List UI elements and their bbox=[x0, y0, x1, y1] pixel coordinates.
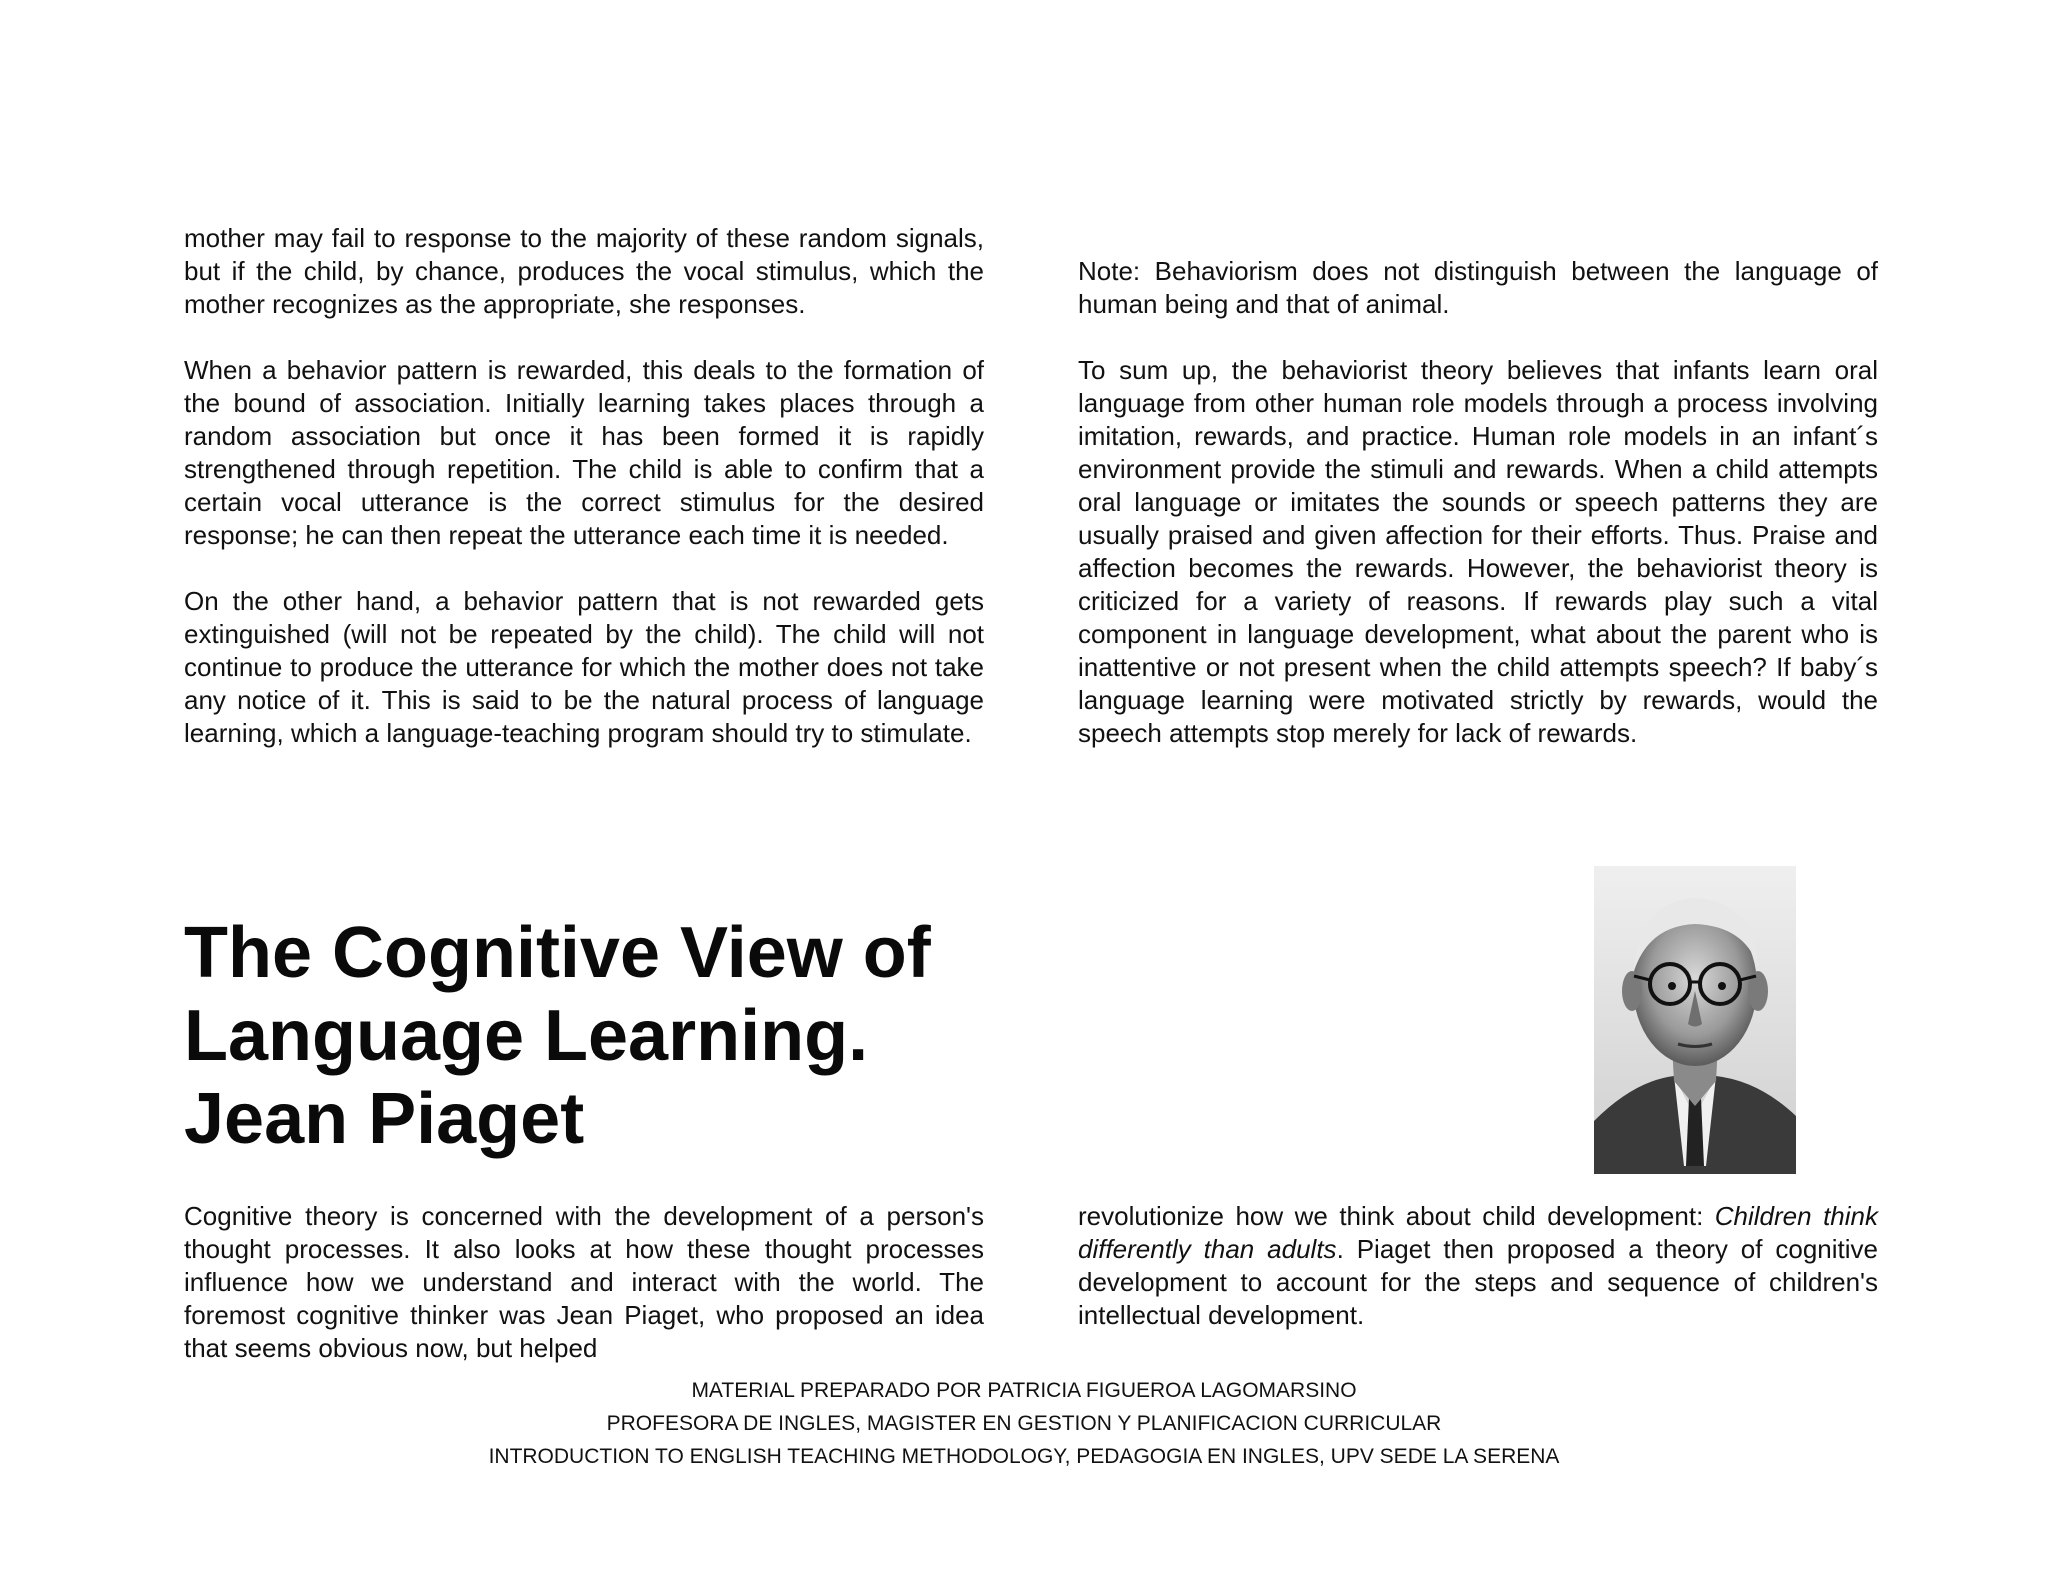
footer-line: INTRODUCTION TO ENGLISH TEACHING METHODOLOGY, PEDAGOGIA EN INGLES, UPV SEDE LA SERENA bbox=[488, 1445, 1560, 1468]
heading-line: Language Learning. bbox=[184, 996, 869, 1076]
paragraph: When a behavior pattern is rewarded, this deals to the formation of the bound of association. Initially learning takes places through a random association but once it has been formed it is rapidly strengthened through repetition. The child is able to confirm that a certain vocal utterance is the correct stimulus for the desired response; he can then repeat the utterance each time it is needed. bbox=[184, 355, 984, 550]
emphasis-text: Children think differently than adults bbox=[1078, 1201, 1878, 1264]
note-paragraph: Note: Behaviorism does not distinguish between the language of human being and that of animal. bbox=[1078, 256, 1878, 319]
left-column-bottom bbox=[184, 1200, 984, 1365]
paragraph: On the other hand, a behavior pattern that is not rewarded gets extinguished (will not be repeated by the child). The child will not continue to produce the utterance for which the mother does not take any notice of it. This is said to be the natural process of language learning, which a language-teaching program should try to stimulate. bbox=[184, 586, 984, 748]
paragraph: Cognitive theory is concerned with the development of a person's thought processes. It also looks at how these thought processes influence how we understand and interact with the world. The foremost cognitive thinker was Jean Piaget, who proposed an idea that seems obvious now, but helped bbox=[184, 1201, 984, 1363]
right-column-top bbox=[1078, 255, 1878, 750]
paragraph: mother may fail to response to the majority of these random signals, but if the child, by chance, produces the vocal stimulus, which the mother recognizes as the appropriate, she responses. bbox=[184, 223, 984, 319]
right-column-bottom bbox=[1078, 1200, 1878, 1332]
heading-line: Jean Piaget bbox=[184, 1079, 585, 1159]
footer-line: MATERIAL PREPARADO POR PATRICIA FIGUEROA LAGOMARSINO bbox=[691, 1379, 1357, 1402]
paragraph: To sum up, the behaviorist theory believes that infants learn oral language from other human role models through a process involving imitation, rewards, and practice. Human role models in an infant´s environment provide the stimuli and rewards. When a child attempts oral language or imitates the sounds or speech patterns they are usually praised and given affection for their efforts. Thus. Praise and affection becomes the rewards. However, the behaviorist theory is criticized for a variety of reasons. If rewards play such a vital component in language development, what about the parent who is inattentive or not present when the child attempts speech? If baby´s language learning were motivated strictly by rewards, would the speech attempts stop merely for lack of rewards. bbox=[1078, 355, 1878, 748]
heading-line: The Cognitive View of bbox=[184, 913, 931, 993]
section-heading bbox=[184, 912, 1084, 1161]
paragraph bbox=[1078, 1200, 1878, 1332]
paragraph-text: revolutionize how we think about child development: bbox=[1078, 1201, 1715, 1231]
paragraph-text: . Piaget then proposed a theory of cognitive development to account for the steps and sequence of children's intellectual development. bbox=[1078, 1234, 1879, 1330]
footer-line: PROFESORA DE INGLES, MAGISTER EN GESTION Y PLANIFICACION CURRICULAR bbox=[606, 1412, 1442, 1435]
page-footer bbox=[0, 1374, 2048, 1473]
portrait-photo bbox=[1594, 866, 1796, 1174]
left-column-top bbox=[184, 222, 984, 750]
